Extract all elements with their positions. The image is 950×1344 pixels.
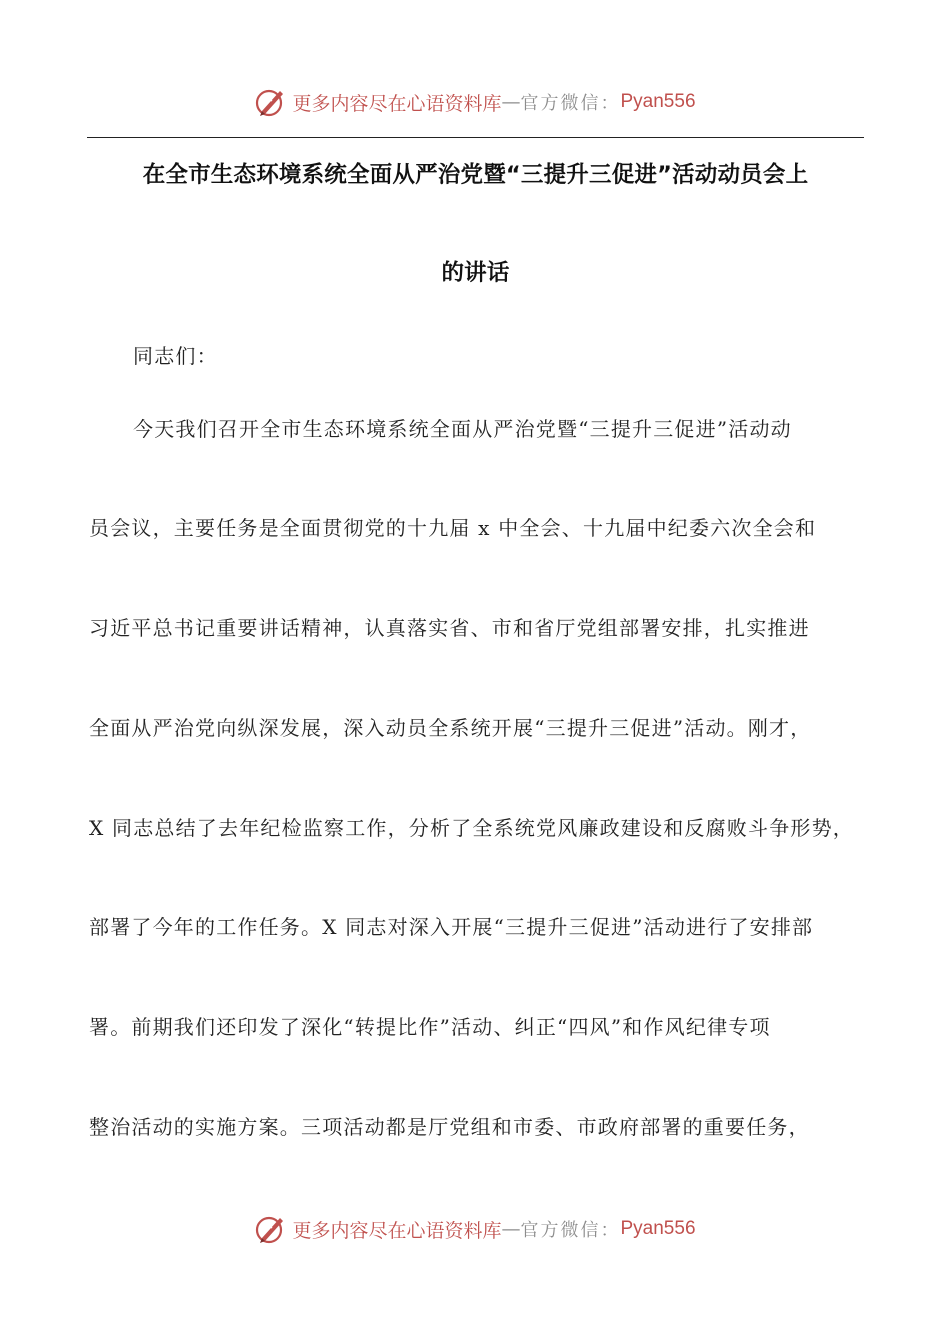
footer-banner — [0, 1209, 950, 1249]
banner-sub-text: 官方微信： — [520, 93, 621, 114]
document-title-line-1: 在全市生态环境系统全面从严治党暨“三提升三促进”活动动员会上 — [142, 162, 809, 188]
header-divider — [87, 137, 864, 138]
body-line: 习近平总书记重要讲话精神，认真落实省、市和省厅党组部署安排，扎实推进 — [89, 616, 810, 640]
body-line: 今天我们召开全市生态环境系统全面从严治党暨“三提升三促进”活动动 — [133, 417, 792, 441]
banner-separator: — — [501, 91, 521, 113]
body-line: 部署了今年的工作任务。X 同志对深入开展“三提升三促进”活动进行了安排部 — [89, 915, 814, 939]
body-line: 员会议，主要任务是全面贯彻党的十九届 x 中全会、十九届中纪委六次全会和 — [89, 516, 817, 540]
body-line: X 同志总结了去年纪检监察工作，分析了全系统党风廉政建设和反腐败斗争形势， — [89, 816, 854, 840]
pen-logo-icon — [254, 1212, 288, 1246]
banner-separator: — — [501, 1218, 521, 1240]
document-title-line-2: 的讲话 — [441, 260, 510, 286]
body-line: 署。前期我们还印发了深化“转提比作”活动、纠正“四风”和作风纪律专项 — [89, 1015, 771, 1039]
body-line: 整治活动的实施方案。三项活动都是厅党组和市委、市政府部署的重要任务， — [89, 1115, 810, 1139]
banner-sub-text: 官方微信： — [520, 1220, 621, 1241]
banner-wechat-id: Pyan556 — [620, 91, 696, 112]
body-line: 全面从严治党向纵深发展，深入动员全系统开展“三提升三促进”活动。刚才， — [89, 716, 812, 740]
salutation: 同志们： — [133, 344, 218, 368]
banner-main-text: 更多内容尽在心语资料库 — [292, 92, 502, 115]
banner-main-text: 更多内容尽在心语资料库 — [292, 1219, 502, 1242]
header-banner — [0, 82, 950, 122]
pen-logo-icon — [254, 85, 288, 119]
banner-wechat-id: Pyan556 — [620, 1218, 696, 1239]
